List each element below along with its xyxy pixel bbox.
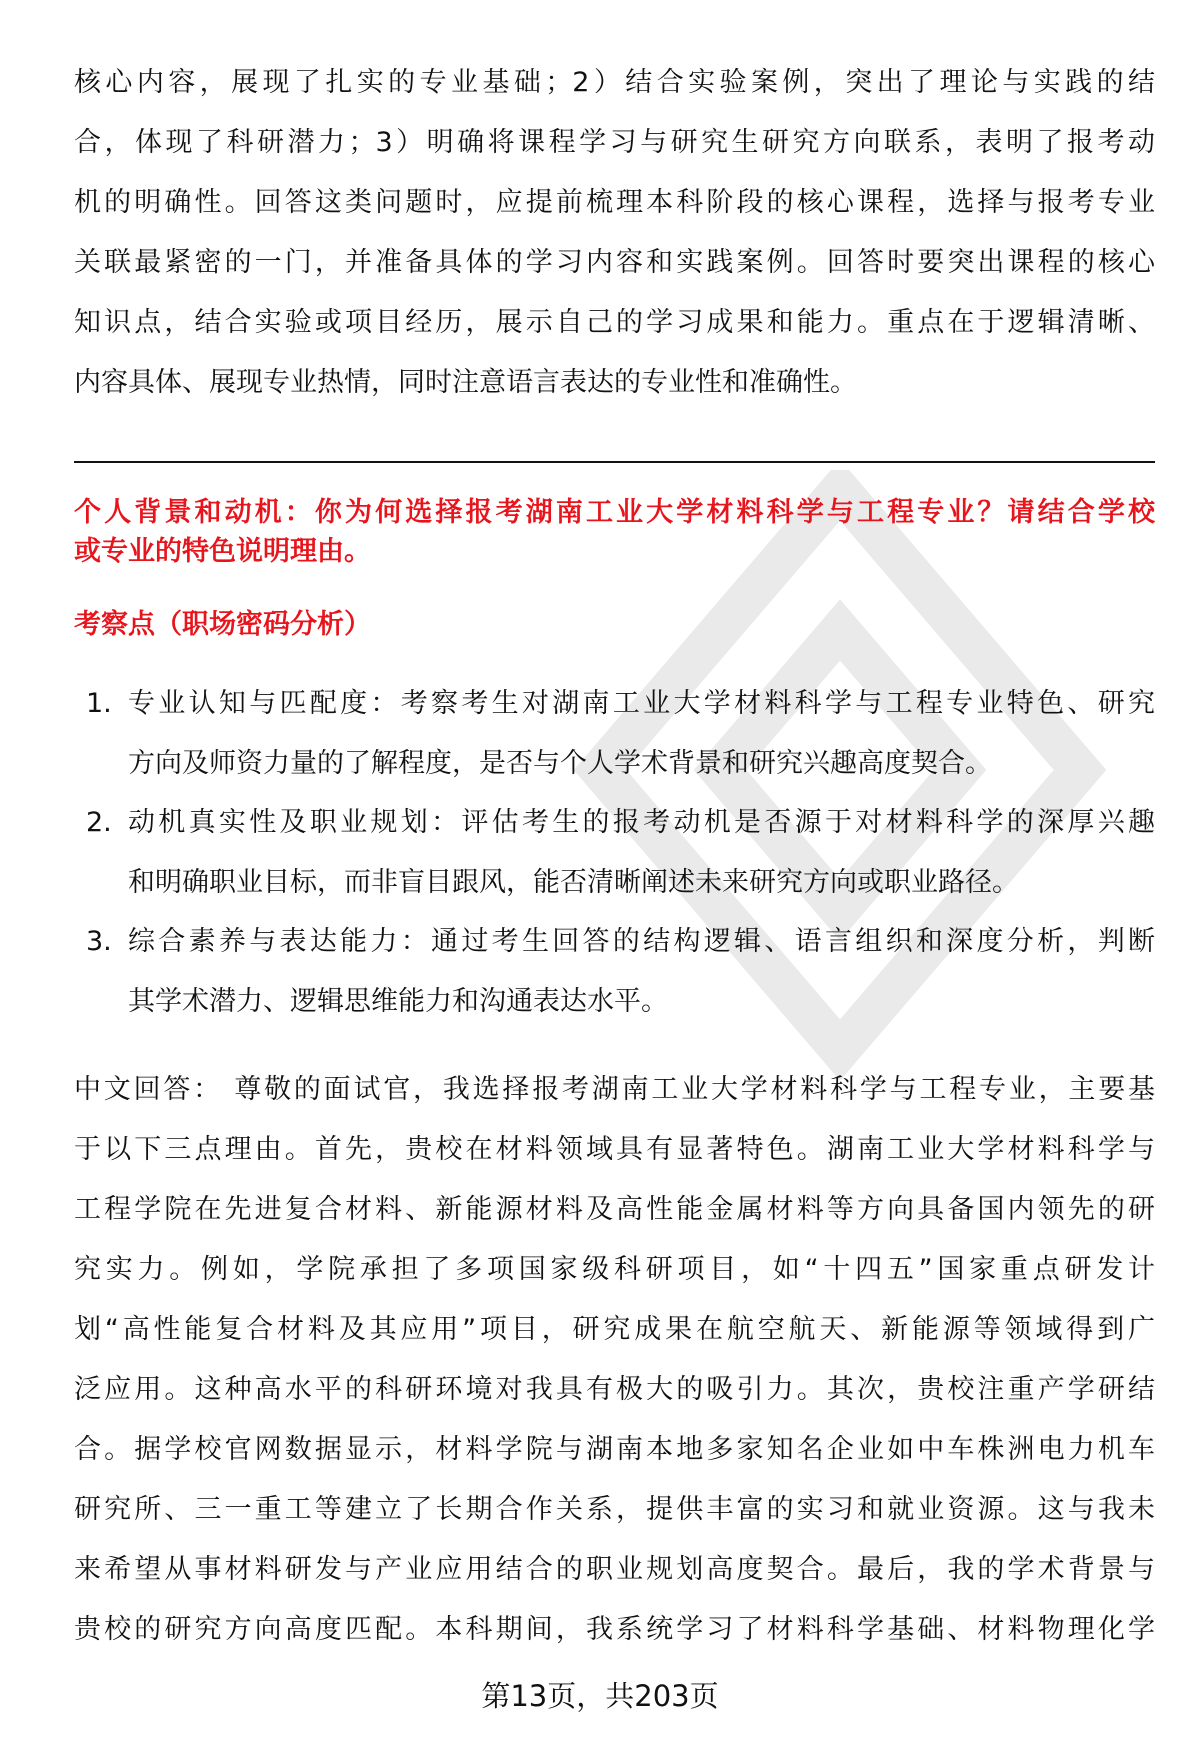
- list-item-line: 专业认知与匹配度：考察考生对湖南工业大学材料科学与工程专业特色、研究: [128, 688, 1155, 719]
- list-item-line: 动机真实性及职业规划：评估考生的报考动机是否源于对材料科学的深厚兴趣: [128, 807, 1155, 838]
- text-line: 合。据学校官网数据显示，材料学院与湖南本地多家知名企业如中车株洲电力机车: [74, 1434, 1155, 1465]
- text-line: 机的明确性。回答这类问题时，应提前梳理本科阶段的核心课程，选择与报考专业: [74, 187, 1155, 218]
- text-line: 究实力。例如，学院承担了多项国家级科研项目，如“十四五”国家重点研发计: [74, 1254, 1155, 1285]
- text-line: 贵校的研究方向高度匹配。本科期间，我系统学习了材料科学基础、材料物理化学: [74, 1614, 1155, 1645]
- list-item-line: 其学术潜力、逻辑思维能力和沟通表达水平。: [128, 986, 668, 1017]
- list-number: 3.: [86, 926, 112, 957]
- list-item-line: 和明确职业目标，而非盲目跟风，能否清晰阐述未来研究方向或职业路径。: [128, 867, 1019, 898]
- list-item-line: 方向及师资力量的了解程度，是否与个人学术背景和研究兴趣高度契合。: [128, 748, 992, 779]
- text-line: 来希望从事材料研发与产业应用结合的职业规划高度契合。最后，我的学术背景与: [74, 1554, 1155, 1585]
- text-line: 关联最紧密的一门，并准备具体的学习内容和实践案例。回答时要突出课程的核心: [74, 247, 1155, 278]
- question-line: 或专业的特色说明理由。: [74, 536, 371, 567]
- section-divider: [74, 461, 1155, 463]
- text-line: 知识点，结合实验或项目经历，展示自己的学习成果和能力。重点在于逻辑清晰、: [74, 307, 1155, 338]
- text-line: 合，体现了科研潜力；3）明确将课程学习与研究生研究方向联系，表明了报考动: [74, 127, 1155, 158]
- text-line: 内容具体、展现专业热情，同时注意语言表达的专业性和准确性。: [74, 367, 857, 398]
- list-number: 2.: [86, 807, 112, 838]
- section-title: 考察点（职场密码分析）: [74, 609, 371, 640]
- text-line: 工程学院在先进复合材料、新能源材料及高性能金属材料等方向具备国内领先的研: [74, 1194, 1155, 1225]
- text-line: 于以下三点理由。首先，贵校在材料领域具有显著特色。湖南工业大学材料科学与: [74, 1134, 1155, 1165]
- text-line: 中文回答： 尊敬的面试官，我选择报考湖南工业大学材料科学与工程专业，主要基: [74, 1074, 1155, 1105]
- text-line: 泛应用。这种高水平的科研环境对我具有极大的吸引力。其次，贵校注重产学研结: [74, 1374, 1155, 1405]
- text-line: 划“高性能复合材料及其应用”项目，研究成果在航空航天、新能源等领域得到广: [74, 1314, 1155, 1345]
- text-line: 研究所、三一重工等建立了长期合作关系，提供丰富的实习和就业资源。这与我未: [74, 1494, 1155, 1525]
- text-line: 核心内容，展现了扎实的专业基础；2）结合实验案例，突出了理论与实践的结: [74, 67, 1155, 98]
- page-number: 第13页，共203页: [481, 1679, 719, 1713]
- list-number: 1.: [86, 688, 112, 719]
- question-line: 个人背景和动机：你为何选择报考湖南工业大学材料科学与工程专业？请结合学校: [74, 497, 1155, 528]
- list-item-line: 综合素养与表达能力：通过考生回答的结构逻辑、语言组织和深度分析，判断: [128, 926, 1155, 957]
